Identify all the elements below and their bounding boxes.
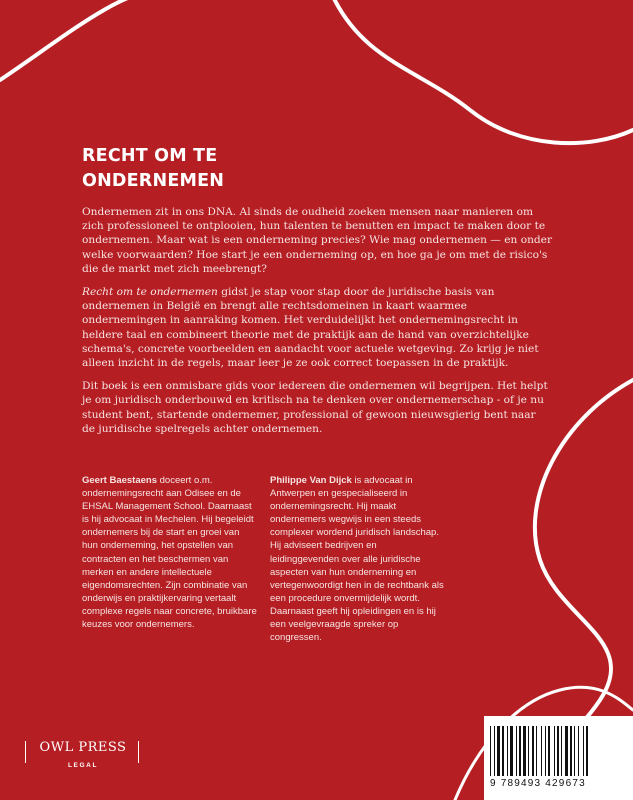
blurb-paragraph-2: [82, 285, 552, 370]
logo-rule-right: [138, 741, 139, 763]
blurb-paragraph-3: Dit boek is een onmisbare gids voor iedereen die ondernemen wil begrijpen. Het helpt je om juridisch onderbouwd en kritisch na te denken over ondernemerschap - of je nu student bent, startende ondernemer, professional of gewoon nieuwsgierig bent naar de juridische spelregels achter ondernemen.: [82, 380, 548, 435]
author-name-left: Geert Baestaens: [82, 475, 157, 486]
author-bio-left: [82, 474, 257, 631]
book-title: [82, 144, 382, 194]
author-bio-right: [270, 474, 445, 644]
publisher-logo: [25, 737, 140, 777]
book-title-line-1: RECHT OM TE: [82, 146, 218, 166]
book-title-line-2: ONDERNEMEN: [82, 171, 225, 191]
blurb-book-title-italic: Recht om te ondernemen: [82, 286, 218, 299]
barcode-bars: [490, 726, 627, 776]
author-bio-left-text: doceert o.m. ondernemingsrecht aan Odisee en de EHSAL Management School. Daarnaast is hij advocaat in Mechelen. Hij begeleidt ondernemers bij de start en groei van hun onderneming, het opstellen van contracten en het beschermen van merken en andere intellectuele eigendomsrechten. Zijn combinatie van onderwijs en praktijkervaring vertaalt complexe regels naar concrete, bruikbare keuzes voor ondernemers.: [82, 475, 257, 631]
publisher-name: OWL PRESS: [39, 740, 127, 755]
barcode: [484, 720, 633, 800]
author-name-right: Philippe Van Dijck: [270, 475, 352, 486]
author-bio-right-text: is advocaat in Antwerpen en gespecialiseerd in ondernemingsrecht. Hij maakt ondernemers wegwijs in een steeds complexer wordend juridisch landschap. Hij adviseert bedrijven en leidinggevenden over alle juridische aspecten van hun onderneming en vertegenwoordigt hen in de rechtbank als een procedure onvermijdelijk wordt. Daarnaast geeft hij opleidingen en is hij een veelgevraagde spreker op congressen.: [270, 475, 444, 644]
logo-rule-left: [25, 741, 26, 763]
blurb-paragraph-1: Ondernemen zit in ons DNA. Al sinds de oudheid zoeken mensen naar manieren om zich professioneel te ontplooien, hun talenten te benutten en impact te maken door te ondernemen. Maar wat is een onderneming precies? Wie mag ondernemen — en onder welke voorwaarden? Hoe start je een onderneming op, en hoe ga je om met de risico's die de markt met zich meebrengt?: [82, 206, 553, 275]
isbn-number: 9 789493 429673: [490, 778, 586, 789]
publisher-imprint: LEGAL: [67, 762, 99, 769]
blurb: [82, 205, 552, 445]
blurb-paragraph-2-text: gidst je stap voor stap door de juridische basis van ondernemen in België en brengt alle rechtsdomeinen in kaart waarmee ondernemingen in aanraking komen. Het verduidelijkt het ondernemingsrecht in heldere taal en combineert theorie met de praktijk aan de hand van overzichtelijke schema's, concrete voorbeelden en aandacht voor actuele wetgeving. Zo krijg je niet alleen inzicht in de regels, maar leer je ze ook correct toepassen in de praktijk.: [82, 286, 539, 370]
